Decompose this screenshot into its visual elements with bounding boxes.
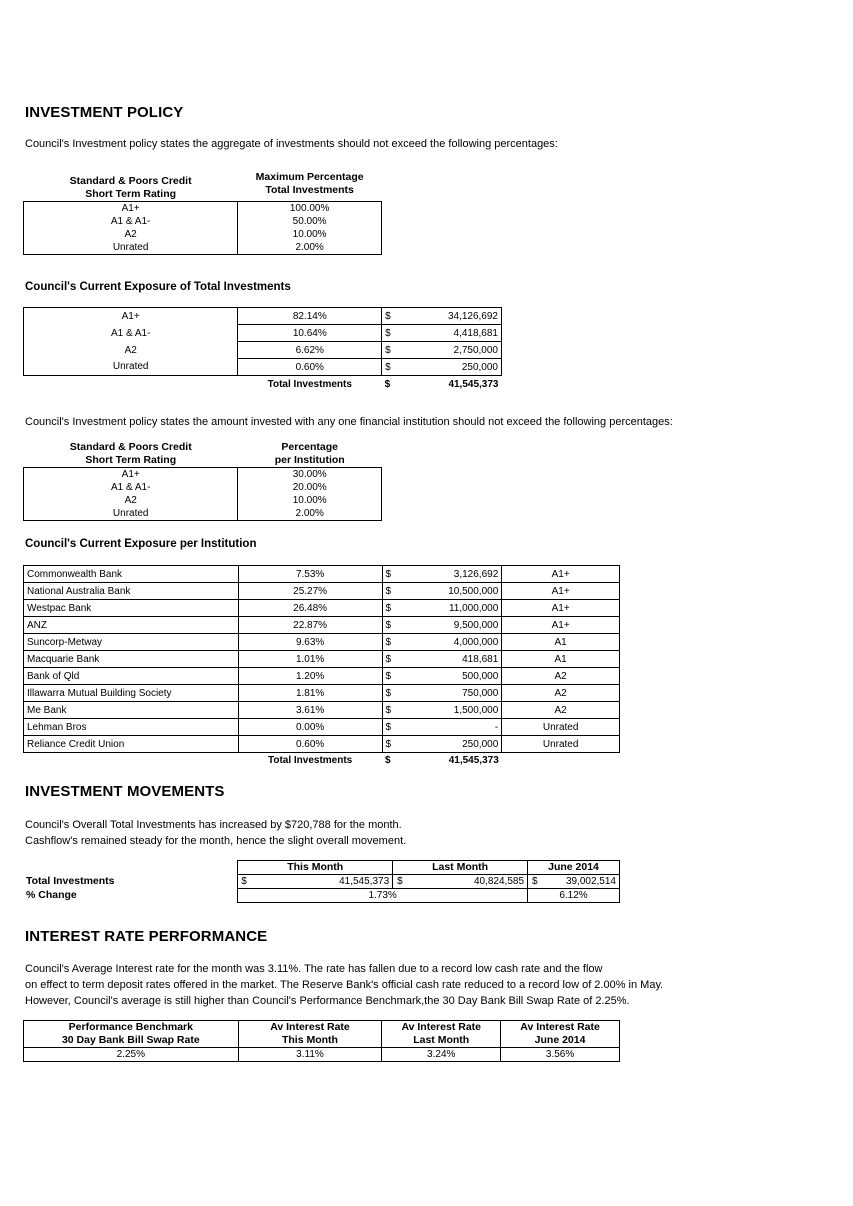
table-row: Macquarie Bank 1.01% $ 418,681 A1: [24, 651, 620, 668]
table-row: A2 10.00%: [24, 228, 382, 241]
table-row: A1+ 100.00%: [24, 202, 382, 216]
table-row: A1 & A1- 20.00%: [24, 481, 382, 494]
movements-line-1: Council's Overall Total Investments has increased by $720,788 for the month.: [25, 819, 402, 831]
interest-line-2: on effect to term deposit rates offered in the market. The Reserve Bank's official cash rate reduced to a record low of 2.00% in May.: [25, 979, 664, 991]
table-row: 2.25% 3.11% 3.24% 3.56%: [24, 1048, 620, 1062]
rating-header: Standard & Poors Credit Short Term Rating: [69, 175, 192, 200]
table-row: Unrated 2.00%: [24, 507, 382, 521]
col-last-month: Last Month: [393, 861, 528, 875]
movements-table: [23, 860, 620, 903]
max-pct-header: Maximum Percentage Total Investments: [255, 171, 364, 196]
table-row: Reliance Credit Union 0.60% $ 250,000 Unrated: [24, 736, 620, 753]
table-row: % Change 1.73% 6.12%: [23, 889, 620, 903]
movements-line-2: Cashflow's remained steady for the month, hence the slight overall movement.: [25, 835, 407, 847]
this-month-header: Av Interest Rate This Month: [238, 1021, 382, 1048]
exposure-institution-heading: Council's Current Exposure per Institution: [25, 538, 257, 550]
table-row: Suncorp-Metway 9.63% $ 4,000,000 A1: [24, 634, 620, 651]
interest-line-1: Council's Average Interest rate for the month was 3.11%. The rate has fallen due to a record low cash rate and the flow: [25, 963, 603, 975]
investment-policy-heading: INVESTMENT POLICY: [25, 104, 184, 121]
aggregate-limits-table: [23, 169, 382, 255]
table-row: Bank of Qld 1.20% $ 500,000 A2: [24, 668, 620, 685]
institution-limits-table: [23, 441, 382, 521]
institution-exposure-table: [23, 565, 620, 769]
pct-institution-header: Percentage per Institution: [274, 441, 345, 466]
benchmark-header: Performance Benchmark 30 Day Bank Bill Swap Rate: [24, 1021, 239, 1048]
table-row: Unrated 2.00%: [24, 241, 382, 255]
policy-intro-institution: Council's Investment policy states the amount invested with any one financial institution should not exceed the following percentages:: [25, 416, 673, 428]
table-row: A2 6.62% $ 2,750,000: [24, 342, 502, 359]
table-row: A1+ 30.00%: [24, 468, 382, 482]
table-row: A1 & A1- 10.64% $ 4,418,681: [24, 325, 502, 342]
table-row: Lehman Bros 0.00% $ - Unrated: [24, 719, 620, 736]
june-currency: $: [532, 876, 538, 887]
table-row: Commonwealth Bank 7.53% $ 3,126,692 A1+: [24, 566, 620, 583]
exposure-total-heading: Council's Current Exposure of Total Investments: [25, 281, 291, 293]
table-row: A1 & A1- 50.00%: [24, 215, 382, 228]
exposure-total-table: [23, 307, 502, 393]
table-row: Total Investments $ 41,545,373 $ 40,824,585 $ 39,002,514: [23, 875, 620, 889]
june-2014-header: Av Interest Rate June 2014: [501, 1021, 620, 1048]
interest-line-3: However, Council's average is still higher than Council's Performance Benchmark,the 30 Day Bank Bill Swap Rate of 2.25%.: [25, 995, 630, 1007]
last-month-header: Av Interest Rate Last Month: [382, 1021, 501, 1048]
last-currency: $: [397, 876, 403, 887]
table-row: Westpac Bank 26.48% $ 11,000,000 A1+: [24, 600, 620, 617]
rating-header: Standard & Poors Credit Short Term Rating: [69, 441, 192, 466]
interest-rate-table: [23, 1020, 620, 1062]
total-row: Total Investments $ 41,545,373: [267, 378, 499, 390]
table-row: ANZ 22.87% $ 9,500,000 A1+: [24, 617, 620, 634]
interest-rate-heading: INTEREST RATE PERFORMANCE: [25, 928, 268, 945]
col-june-2014: June 2014: [528, 861, 620, 875]
table-row: Unrated 0.60% $ 250,000: [24, 359, 502, 376]
total-row: Total Investments $ 41,545,373: [267, 755, 499, 767]
policy-intro-aggregate: Council's Investment policy states the aggregate of investments should not exceed the following percentages:: [25, 138, 558, 150]
table-row: Me Bank 3.61% $ 1,500,000 A2: [24, 702, 620, 719]
table-row: Illawarra Mutual Building Society 1.81% $ 750,000 A2: [24, 685, 620, 702]
col-this-month: This Month: [238, 861, 393, 875]
table-row: A1+ 82.14% $ 34,126,692: [24, 308, 502, 325]
table-row: A2 10.00%: [24, 494, 382, 507]
investment-movements-heading: INVESTMENT MOVEMENTS: [25, 783, 225, 800]
table-row: National Australia Bank 25.27% $ 10,500,000 A1+: [24, 583, 620, 600]
